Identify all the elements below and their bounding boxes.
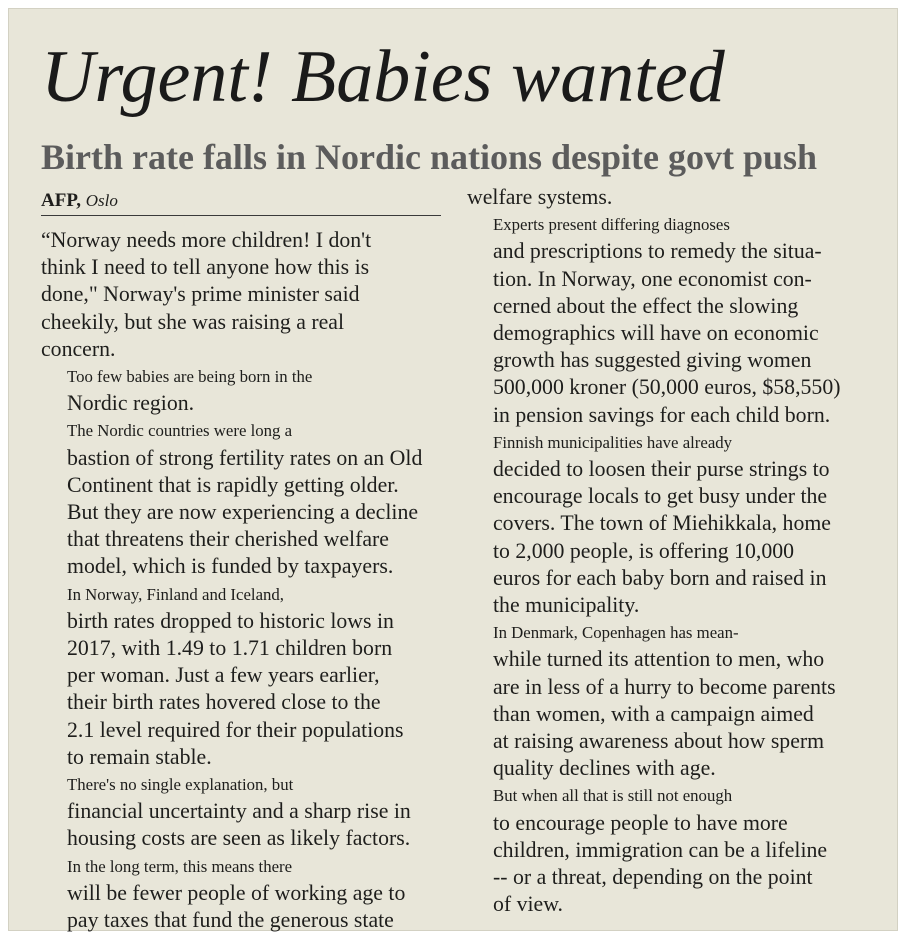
text-line: Finnish municipalities have already bbox=[493, 432, 733, 452]
byline-agency: AFP, bbox=[41, 190, 81, 211]
text-line: growth has suggested giving women bbox=[493, 348, 812, 373]
text-line: children, immigration can be a lifeline bbox=[493, 837, 828, 862]
text-line: think I need to tell anyone how this is bbox=[41, 255, 370, 280]
article-column-1 bbox=[41, 227, 451, 934]
text-line: In Norway, Finland and Iceland, bbox=[67, 584, 285, 604]
article-paragraph bbox=[467, 211, 877, 429]
text-line: Continent that is rapidly getting older. bbox=[67, 472, 399, 497]
text-line: cerned about the effect the slowing bbox=[493, 293, 799, 318]
text-line: model, which is funded by taxpayers. bbox=[67, 554, 394, 579]
text-line: their birth rates hovered close to the bbox=[67, 690, 381, 715]
text-line: -- or a threat, depending on the point bbox=[493, 865, 813, 890]
text-line: in pension savings for each child born. bbox=[493, 402, 831, 427]
text-line: quality declines with age. bbox=[493, 756, 716, 781]
text-line: done," Norway's prime minister said bbox=[41, 282, 360, 307]
newspaper-clipping bbox=[8, 8, 898, 931]
text-line: 500,000 kroner (50,000 euros, $58,550) bbox=[493, 375, 841, 400]
text-line: while turned its attention to men, who bbox=[493, 647, 825, 672]
article-paragraph bbox=[41, 417, 451, 580]
text-line: financial uncertainty and a sharp rise in bbox=[67, 799, 411, 824]
article-paragraph bbox=[467, 782, 877, 918]
article-paragraph bbox=[41, 853, 451, 935]
text-line: Experts present differing diagnoses bbox=[493, 215, 730, 235]
text-line: are in less of a hurry to become parents bbox=[493, 674, 836, 699]
text-line: welfare systems. bbox=[467, 185, 613, 209]
text-line: to remain stable. bbox=[67, 744, 212, 769]
text-line: and prescriptions to remedy the situa- bbox=[493, 239, 822, 264]
article-paragraph bbox=[41, 227, 451, 363]
text-line: Nordic region. bbox=[67, 391, 195, 416]
byline bbox=[41, 189, 441, 216]
article-paragraph bbox=[41, 771, 451, 853]
text-line: of view. bbox=[493, 892, 564, 917]
article-paragraph bbox=[467, 429, 877, 619]
text-line: cheekily, but she was raising a real bbox=[41, 309, 345, 334]
text-line: There's no single explanation, but bbox=[67, 775, 294, 795]
article-column-2 bbox=[467, 184, 877, 918]
text-line: housing costs are seen as likely factors. bbox=[67, 826, 411, 851]
text-line: bastion of strong fertility rates on an Old bbox=[67, 445, 423, 470]
text-line: euros for each baby born and raised in bbox=[493, 565, 827, 590]
text-line: will be fewer people of working age to bbox=[67, 880, 406, 905]
text-line: But they are now experiencing a decline bbox=[67, 500, 419, 525]
text-line: covers. The town of Miehikkala, home bbox=[493, 511, 831, 536]
text-line: Too few babies are being born in the bbox=[67, 367, 313, 387]
text-line: tion. In Norway, one economist con- bbox=[493, 266, 812, 291]
byline-location: Oslo bbox=[85, 191, 118, 210]
text-line: the municipality. bbox=[493, 593, 640, 618]
text-line: to encourage people to have more bbox=[493, 810, 788, 835]
text-line: The Nordic countries were long a bbox=[67, 421, 293, 441]
headline: Urgent! Babies wanted bbox=[41, 36, 725, 118]
text-line: at raising awareness about how sperm bbox=[493, 729, 825, 754]
article-paragraph bbox=[41, 363, 451, 417]
text-line: “Norway needs more children! I don't bbox=[41, 228, 372, 252]
text-line: to 2,000 people, is offering 10,000 bbox=[493, 538, 795, 563]
text-line: pay taxes that fund the generous state bbox=[67, 908, 394, 933]
text-line: that threatens their cherished welfare bbox=[67, 527, 389, 552]
subheadline: Birth rate falls in Nordic nations despite govt push bbox=[41, 137, 818, 177]
text-line: In the long term, this means there bbox=[67, 856, 293, 876]
text-line: than women, with a campaign aimed bbox=[493, 701, 814, 726]
text-line: In Denmark, Copenhagen has mean- bbox=[493, 623, 739, 643]
text-line: encourage locals to get busy under the bbox=[493, 484, 828, 509]
text-line: per woman. Just a few years earlier, bbox=[67, 663, 380, 688]
text-line: 2017, with 1.49 to 1.71 children born bbox=[67, 636, 393, 661]
text-line: birth rates dropped to historic lows in bbox=[67, 608, 394, 633]
text-line: demographics will have on economic bbox=[493, 321, 819, 346]
text-line: decided to loosen their purse strings to bbox=[493, 457, 830, 482]
article-paragraph bbox=[467, 619, 877, 782]
article-paragraph bbox=[467, 184, 877, 211]
text-line: 2.1 level required for their populations bbox=[67, 717, 404, 742]
text-line: But when all that is still not enough bbox=[493, 786, 733, 806]
article-paragraph bbox=[41, 581, 451, 771]
text-line: concern. bbox=[41, 336, 116, 361]
